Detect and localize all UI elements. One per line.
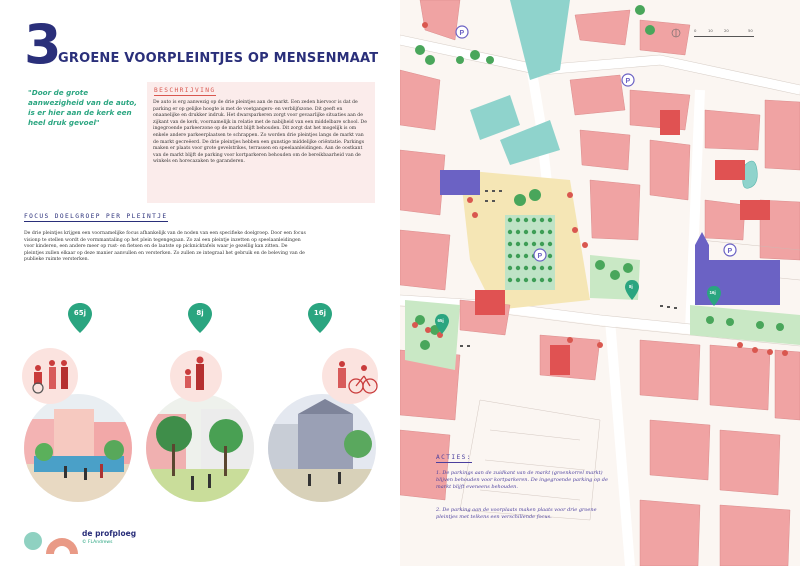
bubble-elderly bbox=[22, 348, 78, 404]
play-square-illustration bbox=[146, 394, 254, 502]
scale-bar: 0 10 20 50 bbox=[694, 28, 774, 42]
green-parking-zone bbox=[505, 215, 555, 290]
svg-text:65j: 65j bbox=[437, 318, 444, 323]
scene-circle-youth bbox=[268, 394, 376, 502]
brand-name: de profploeg bbox=[82, 529, 137, 538]
svg-text:P: P bbox=[625, 78, 631, 85]
bubble-cyclist bbox=[322, 348, 378, 404]
quote-text: "Door de grote aanwezigheid van de auto, is er hier aan de kerk een heel druk gevoel" bbox=[28, 88, 137, 127]
scene-circle-children bbox=[146, 394, 254, 502]
map-pin-icon bbox=[308, 303, 332, 333]
scene-circle-elderly bbox=[24, 394, 132, 502]
focus-title: FOCUS DOELGROEP PER PLEINTJE bbox=[24, 213, 168, 220]
section-number: 3 bbox=[24, 13, 62, 76]
brand-logo-icon bbox=[24, 528, 80, 554]
svg-text:16j: 16j bbox=[709, 290, 716, 295]
target-pin-8 bbox=[188, 303, 212, 333]
actions-title: ACTIES: bbox=[436, 454, 472, 461]
svg-text:P: P bbox=[537, 253, 543, 260]
action-item: 2. De parking aan de voorplaats maken plaats voor drie groene pleintjes met telkens een verschillende focus. bbox=[436, 507, 597, 521]
svg-text:P: P bbox=[727, 248, 733, 255]
page-title: GROENE VOORPLEINTJES OP MENSENMAAT bbox=[58, 51, 379, 66]
map-pin-icon bbox=[188, 303, 212, 333]
church-square-illustration bbox=[268, 394, 376, 502]
target-pin-16 bbox=[308, 303, 332, 333]
description-title: BESCHRIJVING bbox=[154, 87, 216, 94]
description-text: De auto is erg aanwezig op de drie pleintjes aan de markt. Een zeden hiervoor is dat de parking er op gelijke hoogte is met de voetgangers- en verblijfszone. Dit geeft en onaanelijke en drukker indruk. Het dwarsparkeren zorgt voor gevaarlijke situaties aan de zijkant van de kerk, voornamelijk in relatie met de nabijheid van een middelbare school. De ingegroende parkeerzone op de markt blijft behouden. Dit zorgt dat het mogelijk is om enkele andere parkeerplaatsen te schrappen. Zo worden drie pleintjes langs de markt van de markt gecreëerd. De drie pleintjes hebben een gunstige middelijke oriëntatie. Parkings maken er plaats voor grote gevelstrikes, terrassen en speelaanleidingen. Aan de oostkant van de markt blijft de parking voor kortparkeren behouden om de bereikbaarheid van de winkels en horecazaken te garanderen. bbox=[153, 100, 367, 165]
target-pin-label: 8j bbox=[196, 309, 204, 317]
action-item: 1. De parkings aan de zuidkant van de markt (groenkorrel markt) blijven behouden voor kortparkeren. De ingegroende parking op de markt blijft eveneens behouden. bbox=[436, 470, 608, 491]
bubble-family bbox=[170, 350, 222, 402]
target-pin-65 bbox=[68, 303, 92, 333]
map-pin-icon bbox=[68, 303, 92, 333]
actions-box bbox=[425, 450, 625, 546]
family-child-icon bbox=[170, 350, 222, 402]
cyclist-icon bbox=[322, 348, 378, 404]
street-scene-illustration bbox=[24, 394, 132, 502]
brand-subtitle: © FLAndrews bbox=[82, 540, 113, 545]
elderly-people-icon bbox=[22, 348, 78, 404]
svg-text:P: P bbox=[459, 30, 465, 37]
svg-text:8j: 8j bbox=[629, 284, 633, 289]
focus-text: De drie pleintjes krijgen een voornamelijke focus afhankelijk van de noden van een specifieke doelgroep. Door een focus visionp te stellen wordt de vormmantaling op het plein tegengegaan. Zo zal een pleintje inzetten op speelaanleidingen voor kinderen, een andere meer op rust- en fietsen en de laatste op picknicktafels waar je gezellig kan zitten. De pleintjes zullen elkaar op deze manier aanvullen en versterken. Zo zullen ze integraal het gebruik en de beleving van de publieke ruimte versterken. bbox=[24, 231, 306, 263]
description-box bbox=[147, 82, 375, 203]
target-pin-label: 65j bbox=[73, 309, 87, 317]
target-pin-label: 16j bbox=[313, 309, 327, 317]
